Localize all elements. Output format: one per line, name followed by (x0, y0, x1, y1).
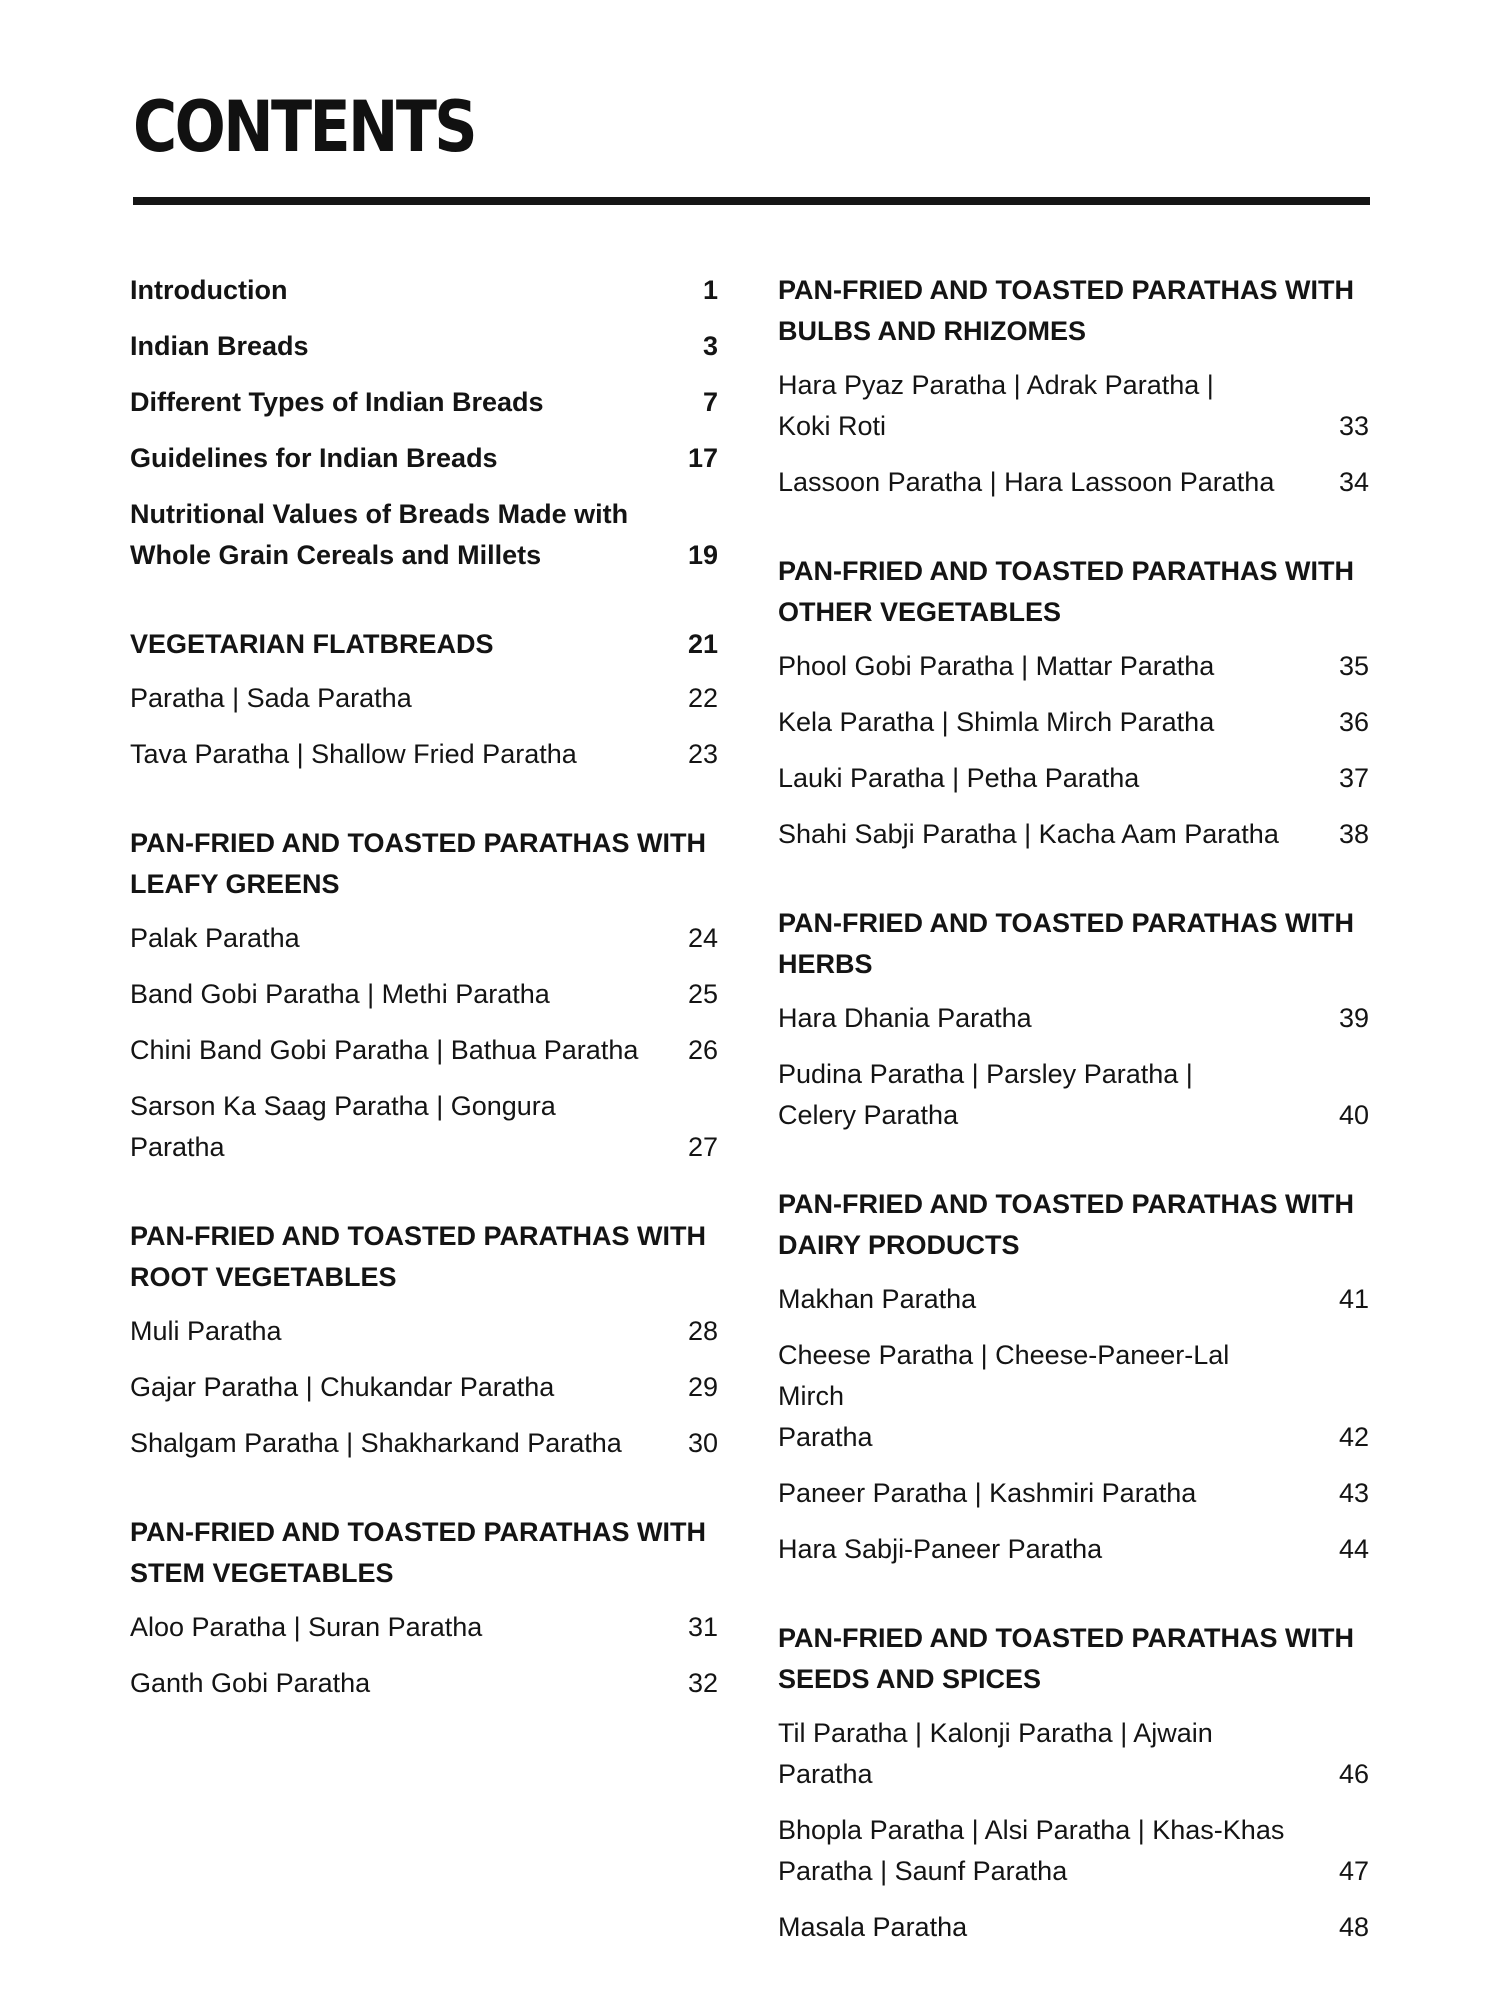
entry-page: 36 (1338, 707, 1369, 737)
entry-page: 26 (687, 1035, 718, 1065)
toc-entry[interactable] (130, 1607, 718, 1648)
toc-entry[interactable] (778, 1810, 1369, 1892)
toc-entry[interactable] (130, 974, 718, 1015)
entry-page: 24 (687, 923, 718, 953)
entry-label: Makhan Paratha (778, 1284, 977, 1314)
toc-entry[interactable] (130, 494, 718, 576)
entry-page: 23 (687, 739, 718, 769)
entry-label: Different Types of Indian Breads (130, 387, 544, 417)
entry-page: 38 (1338, 819, 1369, 849)
section-herbs (778, 903, 1369, 1136)
toc-entry[interactable] (778, 702, 1369, 743)
entry-label: Kela Paratha | Shimla Mirch Paratha (778, 707, 1215, 737)
toc-entry[interactable] (778, 1054, 1369, 1136)
entry-page: 31 (687, 1612, 718, 1642)
entry-page: 3 (702, 331, 718, 361)
toc-entry[interactable] (130, 734, 718, 775)
entry-label: Shahi Sabji Paratha | Kacha Aam Paratha (778, 819, 1279, 849)
entry-page: 46 (1338, 1759, 1369, 1789)
section-other-vegetables (778, 551, 1369, 855)
toc-entry[interactable] (778, 1279, 1369, 1320)
page-title: CONTENTS (133, 86, 476, 168)
toc-entry[interactable] (130, 1030, 718, 1071)
section-heading-page: 21 (687, 629, 718, 659)
section-vegetarian-flatbreads (130, 624, 718, 775)
entry-label: Shalgam Paratha | Shakharkand Paratha (130, 1428, 622, 1458)
entry-page: 29 (687, 1372, 718, 1402)
entry-label: Introduction (130, 275, 288, 305)
section-heading-label: VEGETARIAN FLATBREADS (130, 629, 494, 659)
entry-page: 25 (687, 979, 718, 1009)
entry-label: Hara Dhania Paratha (778, 1003, 1032, 1033)
toc-entry[interactable] (778, 365, 1369, 447)
toc-entry[interactable] (778, 1473, 1369, 1514)
toc-entry[interactable] (130, 438, 718, 479)
entry-label: Phool Gobi Paratha | Mattar Paratha (778, 651, 1215, 681)
entry-label: Band Gobi Paratha | Methi Paratha (130, 979, 550, 1009)
toc-entry[interactable] (130, 1367, 718, 1408)
title-rule (133, 197, 1370, 205)
toc-entry[interactable] (778, 462, 1369, 503)
entry-label: Hara Sabji-Paneer Paratha (778, 1534, 1103, 1564)
entry-page: 42 (1338, 1422, 1369, 1452)
entry-label: Ganth Gobi Paratha (130, 1668, 371, 1698)
entry-label: Cheese Paratha | Cheese-Paneer-Lal Mirch Paratha (778, 1340, 1230, 1452)
section-seeds-spices (778, 1618, 1369, 1948)
entry-page: 41 (1338, 1284, 1369, 1314)
toc-entry[interactable] (778, 1907, 1369, 1948)
entry-label: Aloo Paratha | Suran Paratha (130, 1612, 483, 1642)
left-column (130, 270, 718, 1719)
entry-label: Gajar Paratha | Chukandar Paratha (130, 1372, 555, 1402)
section-bulbs-rhizomes (778, 270, 1369, 503)
toc-entry[interactable] (130, 326, 718, 367)
section-heading[interactable] (130, 624, 718, 665)
entry-page: 47 (1338, 1856, 1369, 1886)
entry-label: Pudina Paratha | Parsley Paratha | Celery Paratha (778, 1059, 1193, 1130)
toc-entry[interactable] (778, 1529, 1369, 1570)
entry-page: 34 (1338, 467, 1369, 497)
entry-label: Paneer Paratha | Kashmiri Paratha (778, 1478, 1197, 1508)
entry-page: 19 (687, 540, 718, 570)
section-heading: PAN-FRIED AND TOASTED PARATHAS WITH ROOT VEGETABLES (130, 1221, 706, 1292)
toc-entry[interactable] (778, 758, 1369, 799)
entry-page: 1 (702, 275, 718, 305)
toc-entry[interactable] (778, 998, 1369, 1039)
entry-page: 37 (1338, 763, 1369, 793)
entry-label: Paratha | Sada Paratha (130, 683, 412, 713)
entry-page: 40 (1338, 1100, 1369, 1130)
toc-entry[interactable] (778, 646, 1369, 687)
section-heading: PAN-FRIED AND TOASTED PARATHAS WITH SEEDS AND SPICES (778, 1623, 1354, 1694)
entry-page: 28 (687, 1316, 718, 1346)
entry-page: 39 (1338, 1003, 1369, 1033)
section-heading: PAN-FRIED AND TOASTED PARATHAS WITH STEM VEGETABLES (130, 1517, 706, 1588)
entry-label: Palak Paratha (130, 923, 300, 953)
toc-entry[interactable] (130, 1663, 718, 1704)
entry-page: 33 (1338, 411, 1369, 441)
section-stem-vegetables (130, 1512, 718, 1704)
section-heading: PAN-FRIED AND TOASTED PARATHAS WITH HERBS (778, 908, 1354, 979)
toc-entry[interactable] (778, 1335, 1369, 1458)
toc-entry[interactable] (130, 1086, 718, 1168)
section-heading: PAN-FRIED AND TOASTED PARATHAS WITH OTHER VEGETABLES (778, 556, 1354, 627)
entry-page: 27 (687, 1132, 718, 1162)
entry-label: Til Paratha | Kalonji Paratha | Ajwain Paratha (778, 1718, 1213, 1789)
entry-label: Lauki Paratha | Petha Paratha (778, 763, 1140, 793)
entry-page: 30 (687, 1428, 718, 1458)
section-heading: PAN-FRIED AND TOASTED PARATHAS WITH DAIRY PRODUCTS (778, 1189, 1354, 1260)
entry-label: Sarson Ka Saag Paratha | Gongura Paratha (130, 1091, 556, 1162)
entry-page: 43 (1338, 1478, 1369, 1508)
entry-label: Nutritional Values of Breads Made with Whole Grain Cereals and Millets (130, 499, 629, 570)
entry-label: Tava Paratha | Shallow Fried Paratha (130, 739, 577, 769)
entry-label: Indian Breads (130, 331, 309, 361)
toc-entry[interactable] (130, 270, 718, 311)
section-heading: PAN-FRIED AND TOASTED PARATHAS WITH LEAFY GREENS (130, 828, 706, 899)
toc-entry[interactable] (130, 1423, 718, 1464)
entry-label: Hara Pyaz Paratha | Adrak Paratha | Koki Roti (778, 370, 1214, 441)
front-matter-list (130, 270, 718, 576)
entry-label: Guidelines for Indian Breads (130, 443, 498, 473)
entry-page: 35 (1338, 651, 1369, 681)
right-column (778, 270, 1369, 1963)
toc-entry[interactable] (130, 678, 718, 719)
entry-page: 22 (687, 683, 718, 713)
section-heading: PAN-FRIED AND TOASTED PARATHAS WITH BULBS AND RHIZOMES (778, 275, 1354, 346)
section-root-vegetables (130, 1216, 718, 1464)
entry-label: Bhopla Paratha | Alsi Paratha | Khas-Khas Paratha | Saunf Paratha (778, 1815, 1285, 1886)
entry-label: Chini Band Gobi Paratha | Bathua Paratha (130, 1035, 639, 1065)
toc-entry[interactable] (130, 1311, 718, 1352)
entry-label: Muli Paratha (130, 1316, 282, 1346)
section-leafy-greens (130, 823, 718, 1168)
section-dairy-products (778, 1184, 1369, 1570)
toc-entry[interactable] (130, 382, 718, 423)
entry-page: 17 (687, 443, 718, 473)
toc-entry[interactable] (778, 814, 1369, 855)
entry-label: Masala Paratha (778, 1912, 968, 1942)
entry-page: 32 (687, 1668, 718, 1698)
entry-page: 44 (1338, 1534, 1369, 1564)
toc-entry[interactable] (130, 918, 718, 959)
entry-label: Lassoon Paratha | Hara Lassoon Paratha (778, 467, 1275, 497)
entry-page: 48 (1338, 1912, 1369, 1942)
toc-entry[interactable] (778, 1713, 1369, 1795)
entry-page: 7 (702, 387, 718, 417)
